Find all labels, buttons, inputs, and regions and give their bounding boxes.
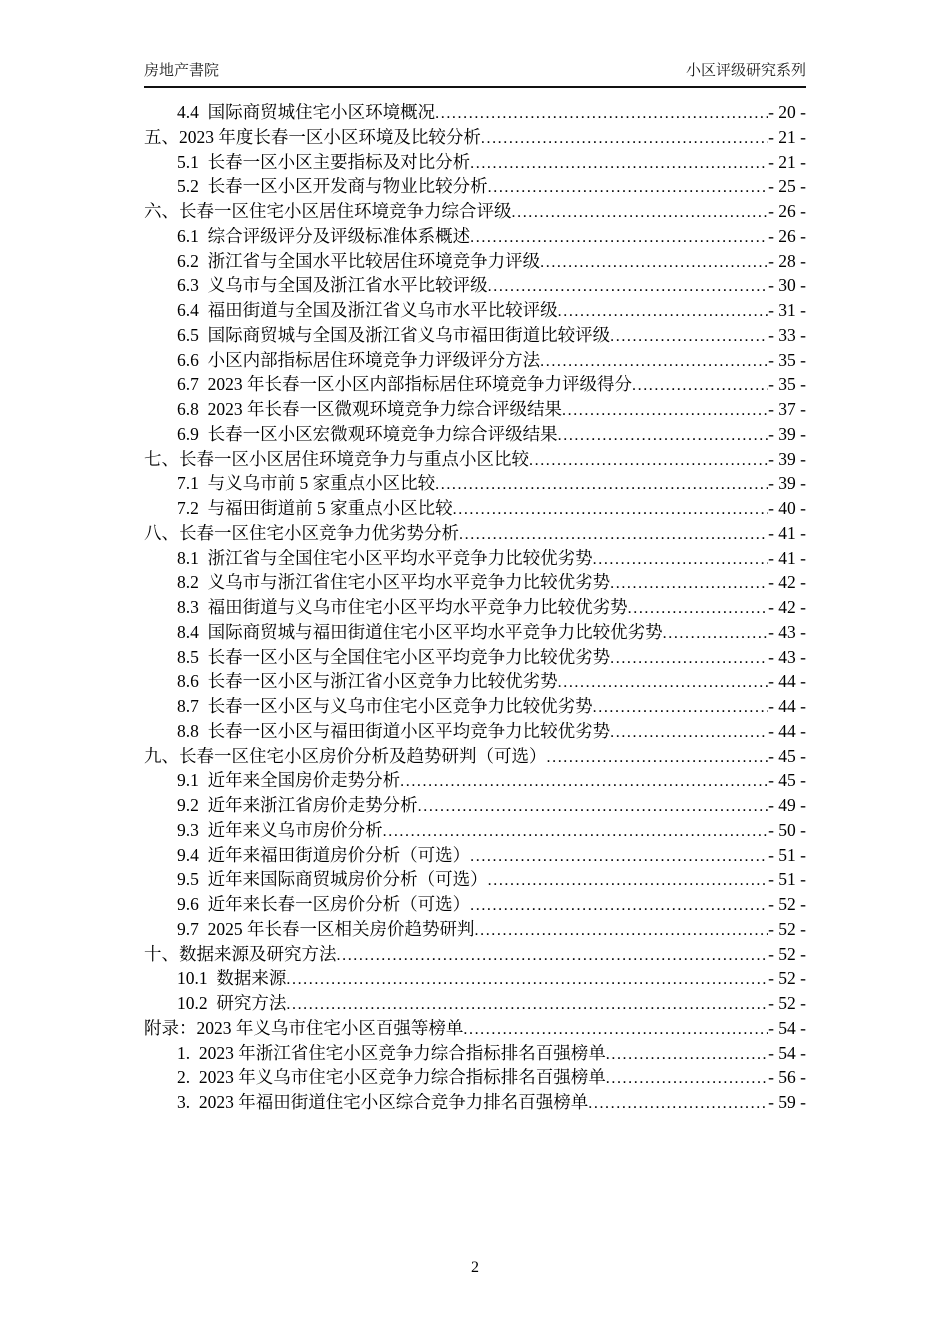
toc-leader-dots bbox=[558, 669, 768, 696]
toc-entry[interactable] bbox=[144, 471, 806, 496]
toc-leader-dots bbox=[610, 570, 768, 597]
toc-entry[interactable] bbox=[144, 1065, 806, 1090]
toc-entry-page: - 26 - bbox=[768, 201, 806, 221]
toc-entry-label: 4.4 国际商贸城住宅小区环境概况 bbox=[177, 102, 436, 122]
toc-entry-label: 附录：2023 年义乌市住宅小区百强等榜单 bbox=[144, 1017, 464, 1038]
toc-leader-dots bbox=[610, 719, 768, 746]
page-footer bbox=[0, 1258, 950, 1278]
toc-entry-page: - 44 - bbox=[768, 720, 806, 741]
toc-entry-label: 8.1 浙江省与全国住宅小区平均水平竞争力比较优劣势 bbox=[177, 547, 593, 568]
toc-leader-dots bbox=[475, 917, 769, 944]
toc-entry[interactable] bbox=[144, 694, 806, 719]
toc-entry-page: - 52 - bbox=[768, 943, 806, 964]
toc-entry-label: 5.2 长春一区小区开发商与物业比较分析 bbox=[177, 176, 488, 197]
toc-leader-dots bbox=[610, 323, 768, 350]
toc-entry-label: 10.1 数据来源 bbox=[177, 968, 287, 989]
toc-entry-label: 7.1 与义乌市前 5 家重点小区比较 bbox=[177, 473, 436, 494]
toc-leader-dots bbox=[606, 1065, 768, 1092]
toc-entry-label: 8.6 长春一区小区与浙江省小区竞争力比较优劣势 bbox=[177, 671, 558, 692]
toc-entry-page: - 35 - bbox=[768, 349, 806, 370]
header-right-text: 小区评级研究系列 bbox=[685, 62, 806, 79]
toc-entry-page: - 42 - bbox=[768, 597, 806, 617]
toc-entry-page: - 54 - bbox=[768, 1042, 806, 1063]
toc-entry-label: 6.8 2023 年长春一区微观环境竞争力综合评级结果 bbox=[177, 399, 562, 419]
toc-entry-page: - 41 - bbox=[768, 547, 806, 568]
toc-entry-label: 6.2 浙江省与全国水平比较居住环境竞争力评级 bbox=[177, 250, 541, 271]
footer-page-number: 2 bbox=[471, 1259, 479, 1276]
toc-entry-label: 6.4 福田街道与全国及浙江省义乌市水平比较评级 bbox=[177, 300, 558, 320]
toc-entry[interactable] bbox=[144, 843, 806, 868]
toc-entry[interactable] bbox=[144, 348, 806, 373]
toc-leader-dots bbox=[418, 793, 768, 820]
toc-entry-label: 9.5 近年来国际商贸城房价分析（可选） bbox=[177, 869, 488, 890]
toc-entry-page: - 39 - bbox=[768, 423, 806, 444]
toc-entry-page: - 59 - bbox=[768, 1092, 806, 1112]
toc-entry[interactable] bbox=[144, 793, 806, 818]
toc-entry[interactable] bbox=[144, 669, 806, 694]
toc-entry[interactable] bbox=[144, 273, 806, 298]
toc-entry[interactable] bbox=[144, 768, 806, 793]
toc-entry[interactable] bbox=[144, 100, 806, 125]
toc-leader-dots bbox=[470, 843, 768, 870]
toc-entry[interactable] bbox=[144, 1041, 806, 1066]
toc-entry[interactable] bbox=[144, 818, 806, 843]
toc-entry-label: 9.6 近年来长春一区房价分析（可选） bbox=[177, 894, 471, 914]
toc-leader-dots bbox=[610, 645, 768, 672]
toc-entry[interactable] bbox=[144, 942, 806, 967]
toc-entry-page: - 43 - bbox=[768, 621, 806, 642]
toc-entry-label: 6.3 义乌市与全国及浙江省水平比较评级 bbox=[177, 275, 488, 296]
toc-leader-dots bbox=[488, 273, 768, 300]
toc-entry[interactable] bbox=[144, 397, 806, 422]
toc-entry-label: 8.3 福田街道与义乌市住宅小区平均水平竞争力比较优劣势 bbox=[177, 597, 628, 617]
toc-entry-page: - 50 - bbox=[768, 819, 806, 840]
toc-entry[interactable] bbox=[144, 892, 806, 917]
toc-entry-label: 8.4 国际商贸城与福田街道住宅小区平均水平竞争力比较优劣势 bbox=[177, 621, 663, 642]
toc-entry[interactable] bbox=[144, 966, 806, 991]
toc-leader-dots bbox=[547, 744, 769, 771]
toc-leader-dots bbox=[663, 620, 768, 647]
toc-entry-label: 8.2 义乌市与浙江省住宅小区平均水平竞争力比较优劣势 bbox=[177, 572, 611, 593]
toc-leader-dots bbox=[562, 397, 768, 424]
toc-entry-label: 六、长春一区住宅小区居住环境竞争力综合评级 bbox=[144, 201, 512, 221]
toc-entry-page: - 28 - bbox=[768, 250, 806, 271]
toc-entry-page: - 35 - bbox=[768, 374, 806, 395]
toc-entry[interactable] bbox=[144, 546, 806, 571]
toc-entry-label: 6.7 2023 年长春一区小区内部指标居住环境竞争力评级得分 bbox=[177, 374, 632, 395]
toc-leader-dots bbox=[459, 521, 768, 548]
header-left-text: 房地产書院 bbox=[144, 62, 220, 79]
toc-entry-page: - 45 - bbox=[768, 745, 806, 766]
toc-entry[interactable] bbox=[144, 1090, 806, 1115]
toc-entry[interactable] bbox=[144, 174, 806, 199]
toc-entry-label: 2. 2023 年义乌市住宅小区竞争力综合指标排名百强榜单 bbox=[177, 1067, 606, 1088]
toc-entry[interactable] bbox=[144, 719, 806, 744]
toc-entry-page: - 51 - bbox=[768, 844, 806, 865]
page-header bbox=[144, 61, 806, 81]
toc-entry-page: - 54 - bbox=[768, 1017, 806, 1038]
toc-entry[interactable] bbox=[144, 645, 806, 670]
toc-leader-dots bbox=[470, 150, 768, 177]
table-of-contents bbox=[144, 100, 806, 1115]
toc-entry[interactable] bbox=[144, 991, 806, 1016]
toc-leader-dots bbox=[481, 125, 768, 152]
toc-entry-page: - 42 - bbox=[768, 572, 806, 593]
toc-entry-page: - 20 - bbox=[768, 102, 806, 122]
toc-leader-dots bbox=[540, 348, 768, 375]
toc-leader-dots bbox=[453, 496, 768, 523]
toc-entry-label: 6.5 国际商贸城与全国及浙江省义乌市福田街道比较评级 bbox=[177, 324, 611, 345]
toc-entry-page: - 44 - bbox=[768, 671, 806, 692]
toc-entry-label: 八、长春一区住宅小区竞争力优劣势分析 bbox=[144, 522, 459, 543]
toc-leader-dots bbox=[606, 1041, 768, 1068]
toc-entry[interactable] bbox=[144, 620, 806, 645]
toc-entry-label: 6.1 综合评级评分及评级标准体系概述 bbox=[177, 225, 471, 246]
toc-entry[interactable] bbox=[144, 249, 806, 274]
toc-entry-label: 七、长春一区小区居住环境竞争力与重点小区比较 bbox=[144, 448, 529, 469]
toc-entry[interactable] bbox=[144, 447, 806, 472]
toc-entry-page: - 44 - bbox=[768, 696, 806, 716]
toc-leader-dots bbox=[488, 867, 768, 894]
toc-leader-dots bbox=[435, 100, 768, 127]
toc-entry-page: - 51 - bbox=[768, 869, 806, 890]
toc-entry-label: 9.4 近年来福田街道房价分析（可选） bbox=[177, 844, 471, 865]
toc-entry-page: - 52 - bbox=[768, 894, 806, 914]
toc-entry-page: - 40 - bbox=[768, 498, 806, 518]
toc-leader-dots bbox=[512, 199, 769, 226]
toc-entry-page: - 49 - bbox=[768, 795, 806, 815]
toc-entry[interactable] bbox=[144, 323, 806, 348]
toc-entry[interactable] bbox=[144, 595, 806, 620]
toc-leader-dots bbox=[435, 471, 768, 498]
toc-entry-page: - 25 - bbox=[768, 176, 806, 197]
toc-entry-label: 九、长春一区住宅小区房价分析及趋势研判（可选） bbox=[144, 745, 547, 766]
toc-entry[interactable] bbox=[144, 570, 806, 595]
toc-leader-dots bbox=[286, 991, 768, 1018]
toc-entry-page: - 52 - bbox=[768, 918, 806, 939]
toc-leader-dots bbox=[470, 892, 768, 919]
toc-entry-page: - 30 - bbox=[768, 275, 806, 296]
toc-entry-page: - 43 - bbox=[768, 646, 806, 667]
toc-leader-dots bbox=[286, 966, 768, 993]
toc-entry-label: 9.3 近年来义乌市房价分析 bbox=[177, 819, 383, 840]
toc-leader-dots bbox=[628, 595, 768, 622]
toc-leader-dots bbox=[632, 372, 768, 399]
toc-entry[interactable] bbox=[144, 917, 806, 942]
toc-entry-label: 9.2 近年来浙江省房价走势分析 bbox=[177, 795, 418, 815]
toc-leader-dots bbox=[558, 422, 768, 449]
toc-entry-page: - 21 - bbox=[768, 126, 806, 147]
toc-leader-dots bbox=[588, 1090, 768, 1117]
toc-entry-page: - 26 - bbox=[768, 225, 806, 246]
toc-leader-dots bbox=[540, 249, 768, 276]
toc-entry[interactable] bbox=[144, 744, 806, 769]
toc-entry[interactable] bbox=[144, 150, 806, 175]
toc-entry[interactable] bbox=[144, 496, 806, 521]
toc-entry[interactable] bbox=[144, 422, 806, 447]
toc-entry[interactable] bbox=[144, 867, 806, 892]
toc-entry-label: 8.7 长春一区小区与义乌市住宅小区竞争力比较优劣势 bbox=[177, 696, 593, 716]
toc-entry-label: 8.5 长春一区小区与全国住宅小区平均竞争力比较优劣势 bbox=[177, 646, 611, 667]
toc-leader-dots bbox=[529, 447, 768, 474]
toc-leader-dots bbox=[488, 174, 768, 201]
toc-entry-label: 1. 2023 年浙江省住宅小区竞争力综合指标排名百强榜单 bbox=[177, 1042, 606, 1063]
toc-entry[interactable] bbox=[144, 125, 806, 150]
toc-leader-dots bbox=[337, 942, 769, 969]
toc-entry[interactable] bbox=[144, 224, 806, 249]
toc-entry-page: - 31 - bbox=[768, 300, 806, 320]
toc-entry[interactable] bbox=[144, 298, 806, 323]
toc-entry-page: - 52 - bbox=[768, 968, 806, 989]
toc-entry-page: - 52 - bbox=[768, 993, 806, 1013]
toc-entry-label: 9.7 2025 年长春一区相关房价趋势研判 bbox=[177, 918, 475, 939]
header-divider bbox=[144, 86, 806, 88]
toc-entry-label: 五、2023 年度长春一区小区环境及比较分析 bbox=[144, 126, 481, 147]
toc-entry-label: 5.1 长春一区小区主要指标及对比分析 bbox=[177, 151, 471, 172]
toc-entry-label: 3. 2023 年福田街道住宅小区综合竞争力排名百强榜单 bbox=[177, 1092, 589, 1112]
toc-entry-label: 8.8 长春一区小区与福田街道小区平均竞争力比较优劣势 bbox=[177, 720, 611, 741]
toc-entry-page: - 56 - bbox=[768, 1067, 806, 1088]
toc-entry-page: - 21 - bbox=[768, 151, 806, 172]
toc-entry-label: 6.6 小区内部指标居住环境竞争力评级评分方法 bbox=[177, 349, 541, 370]
toc-entry-page: - 39 - bbox=[768, 473, 806, 494]
toc-entry-label: 10.2 研究方法 bbox=[177, 993, 287, 1013]
toc-leader-dots bbox=[463, 1016, 768, 1043]
toc-leader-dots bbox=[400, 768, 768, 795]
toc-leader-dots bbox=[470, 224, 768, 251]
toc-entry[interactable] bbox=[144, 372, 806, 397]
toc-leader-dots bbox=[593, 694, 768, 721]
toc-entry-page: - 37 - bbox=[768, 399, 806, 419]
toc-entry[interactable] bbox=[144, 1016, 806, 1041]
toc-entry[interactable] bbox=[144, 521, 806, 546]
toc-entry-page: - 41 - bbox=[768, 522, 806, 543]
toc-entry[interactable] bbox=[144, 199, 806, 224]
toc-entry-label: 9.1 近年来全国房价走势分析 bbox=[177, 770, 401, 791]
toc-leader-dots bbox=[558, 298, 768, 325]
toc-entry-page: - 39 - bbox=[768, 448, 806, 469]
toc-entry-label: 7.2 与福田街道前 5 家重点小区比较 bbox=[177, 498, 453, 518]
toc-entry-page: - 45 - bbox=[768, 770, 806, 791]
toc-entry-page: - 33 - bbox=[768, 324, 806, 345]
toc-leader-dots bbox=[593, 546, 768, 573]
toc-entry-label: 6.9 长春一区小区宏微观环境竞争力综合评级结果 bbox=[177, 423, 558, 444]
toc-leader-dots bbox=[383, 818, 768, 845]
toc-entry-label: 十、数据来源及研究方法 bbox=[144, 943, 337, 964]
